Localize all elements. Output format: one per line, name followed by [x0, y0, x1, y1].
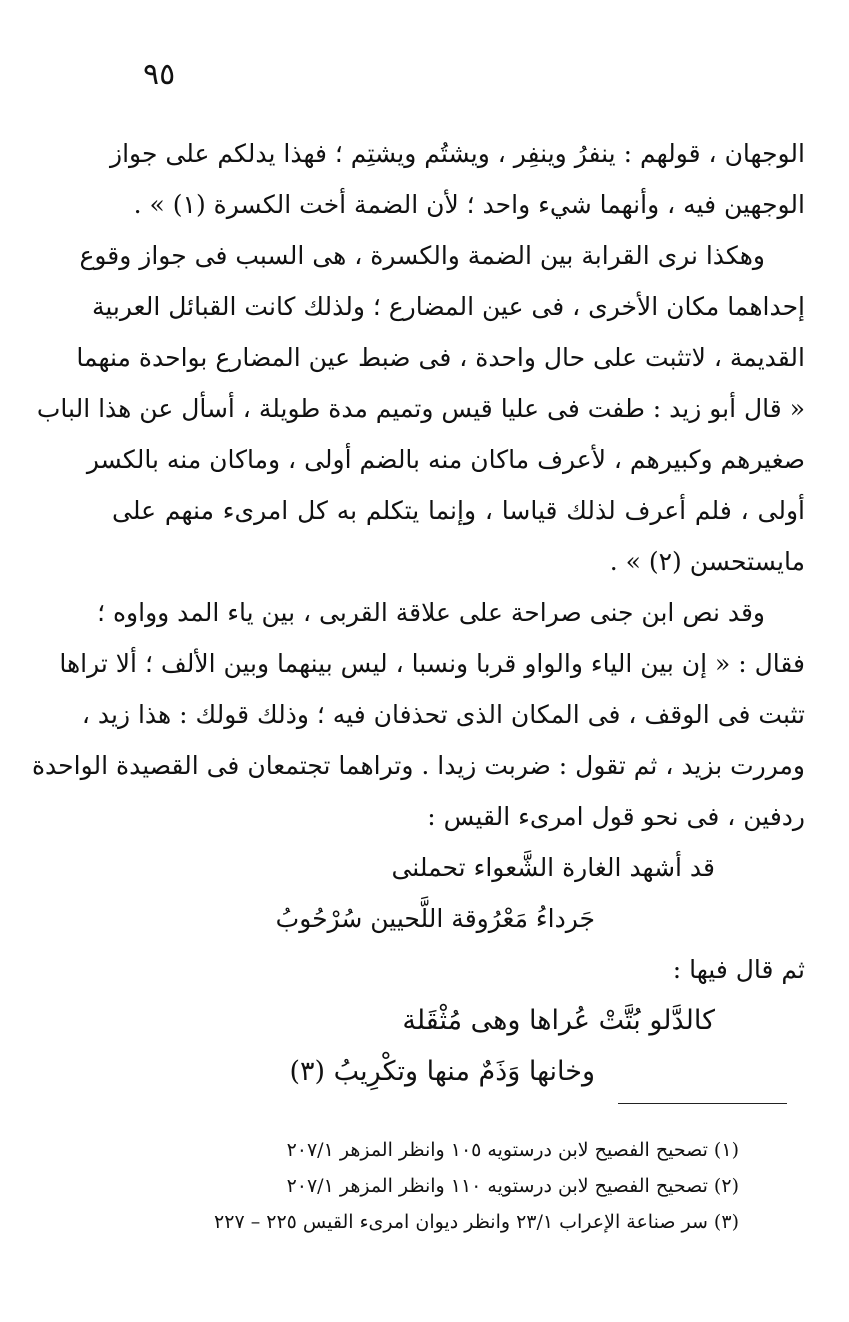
text-line: أولى ، فلم أعرف لذلك قياسا ، وإنما يتكلم به كل امرىء منهم على [112, 496, 805, 525]
text-line: مايستحسن (٢) » . [609, 547, 805, 576]
verse-hemistich: وخانها وَذَمٌ منها وتكْرِيبُ (٣) [289, 1056, 595, 1087]
text-line: ردفين ، فى نحو قول امرىء القيس : [427, 802, 805, 831]
page-number: ٩٥ [143, 57, 176, 92]
text-line: وهكذا نرى القرابة بين الضمة والكسرة ، هى السبب فى جواز وقوع [79, 241, 765, 270]
text-line: تثبت فى الوقف ، فى المكان الذى تحذفان فيه ؛ وذلك قولك : هذا زيد ، [81, 700, 805, 729]
main-text [31, 128, 805, 1097]
verse-hemistich: قد أشهد الغارة الشَّعواء تحملنى [391, 853, 715, 882]
text-line: « قال أبو زيد : طفت فى عليا قيس وتميم مدة طويلة ، أسأل عن هذا الباب [36, 394, 805, 423]
text-line: فقال : « إن بين الياء والواو قربا ونسبا ، ليس بينهما وبين الألف ؛ ألا تراها [59, 649, 805, 678]
text-line: ومررت بزيد ، ثم تقول : ضربت زيدا . وتراهما تجتمعان فى القصيدة الواحدة [31, 751, 805, 780]
text-line: الوجهين فيه ، وأنهما شيء واحد ؛ لأن الضمة أخت الكسرة (١) » . [133, 190, 805, 219]
footnote-separator [618, 1103, 787, 1104]
text-line: وقد نص ابن جنى صراحة على علاقة القربى ، بين ياء المد وواوه ؛ [97, 598, 765, 627]
text-line: الوجهان ، قولهم : ينفرُ وينفِر ، ويشتُم ويشتِم ؛ فهذا يدلكم على جواز [110, 139, 805, 168]
footnotes [150, 1132, 739, 1240]
text-line: القديمة ، لاتثبت على حال واحدة ، فى ضبط عين المضارع بواحدة منهما [76, 343, 805, 372]
text-line: ثم قال فيها : [672, 955, 805, 984]
verse-hemistich: جَرداءُ مَعْرُوقة اللَّحيين سُرْحُوبُ [275, 904, 595, 933]
footnote: (١) تصحيح الفصيح لابن درستويه ١٠٥ وانظر المزهر ٢٠٧/١ [286, 1139, 739, 1161]
text-line: صغيرهم وكبيرهم ، لأعرف ماكان منه بالضم أولى ، وماكان منه بالكسر [86, 445, 805, 474]
text-line: إحداهما مكان الأخرى ، فى عين المضارع ؛ ولذلك كانت القبائل العربية [91, 292, 805, 321]
verse-hemistich: كالدَّلو بُتَّتْ عُراها وهى مُثْقَلة [402, 1005, 715, 1036]
footnote: (٣) سر صناعة الإعراب ٢٣/١ وانظر ديوان امرىء القيس ٢٢٥ – ٢٢٧ [214, 1211, 739, 1233]
footnote: (٢) تصحيح الفصيح لابن درستويه ١١٠ وانظر المزهر ٢٠٧/١ [286, 1175, 739, 1197]
